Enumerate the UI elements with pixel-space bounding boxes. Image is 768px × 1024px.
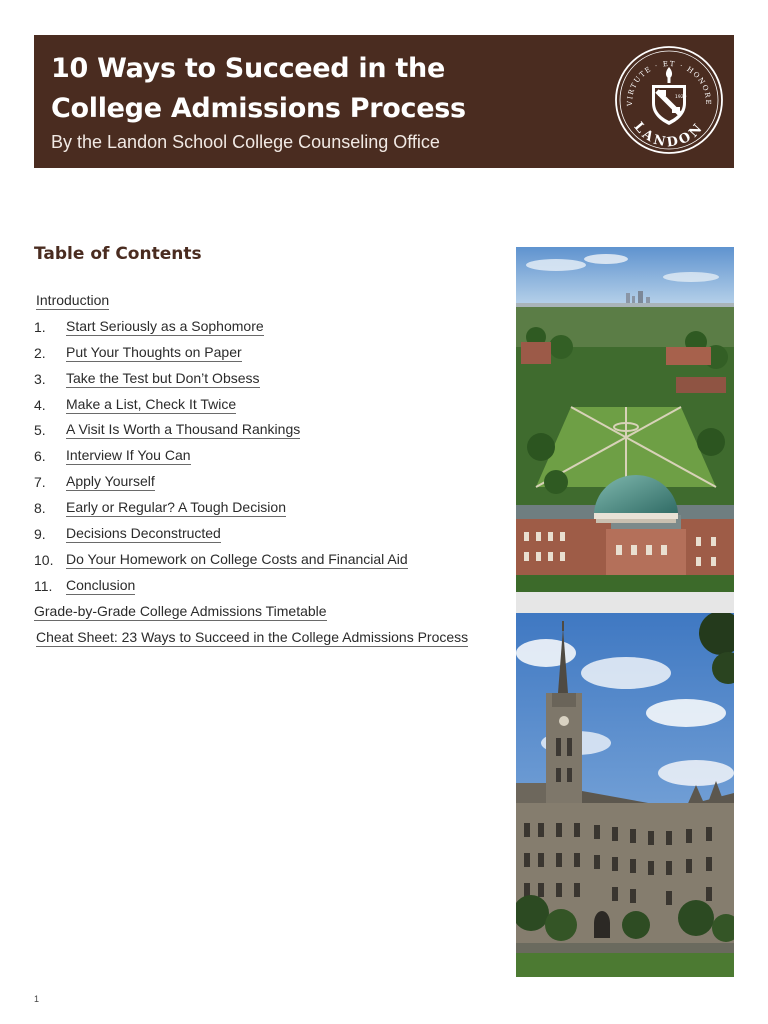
toc-number: 8. [34, 500, 46, 517]
toc-number: 3. [34, 370, 46, 387]
toc-link-cheat-sheet[interactable]: Cheat Sheet: 23 Ways to Succeed in the College Admissions Process [36, 628, 469, 645]
svg-text:VIRTUTE · ET · HONORE: VIRTUTE · ET · HONORE [625, 59, 713, 107]
toc-number: 1. [34, 318, 46, 335]
toc-number: 10. [34, 551, 54, 568]
toc-item-11 [34, 573, 494, 599]
toc-link-conclusion[interactable]: Conclusion [66, 576, 136, 593]
svg-text:1929: 1929 [675, 95, 687, 100]
toc-item-7 [34, 469, 494, 495]
toc-number: 5. [34, 422, 46, 439]
toc-item-cheat-sheet [34, 625, 494, 651]
toc-link-test[interactable]: Take the Test but Don’t Obsess [66, 369, 260, 386]
title-line-1: 10 Ways to Succeed in the [51, 53, 445, 84]
toc-item-5 [34, 417, 494, 443]
toc-link-visit[interactable]: A Visit Is Worth a Thousand Rankings [66, 421, 301, 438]
toc-item-1 [34, 314, 494, 340]
toc-number: 4. [34, 396, 46, 413]
toc-item-3 [34, 366, 494, 392]
toc-item-6 [34, 443, 494, 469]
title-line-2: College Admissions Process [51, 93, 466, 124]
toc-link-introduction[interactable]: Introduction [36, 291, 110, 308]
toc-link-decisions[interactable]: Decisions Deconstructed [66, 524, 221, 541]
gothic-tower-photo [516, 613, 734, 977]
toc-number: 9. [34, 525, 46, 542]
toc-number: 7. [34, 474, 46, 491]
toc-item-8 [34, 495, 494, 521]
toc-item-4 [34, 392, 494, 418]
toc-link-early-regular[interactable]: Early or Regular? A Tough Decision [66, 499, 286, 516]
toc-link-apply[interactable]: Apply Yourself [66, 473, 155, 490]
toc-link-sophomore[interactable]: Start Seriously as a Sophomore [66, 317, 264, 334]
toc-number: 2. [34, 344, 46, 361]
svg-text:LANDON: LANDON [630, 119, 708, 151]
photo-divider [516, 592, 734, 613]
toc-item-9 [34, 521, 494, 547]
toc-link-interview[interactable]: Interview If You Can [66, 447, 191, 464]
toc-link-list[interactable]: Make a List, Check It Twice [66, 395, 237, 412]
toc-heading: Table of Contents [34, 244, 202, 264]
document-title [51, 49, 531, 129]
toc-link-timetable[interactable]: Grade-by-Grade College Admissions Timetable [34, 602, 327, 619]
toc-item-introduction [34, 288, 494, 314]
toc-item-10 [34, 547, 494, 573]
landon-seal-logo [614, 45, 724, 155]
toc-link-thoughts[interactable]: Put Your Thoughts on Paper [66, 343, 242, 360]
page-number: 1 [34, 994, 40, 1004]
table-of-contents [34, 288, 494, 650]
toc-item-2 [34, 340, 494, 366]
title-banner [34, 35, 734, 168]
document-subtitle: By the Landon School College Counseling Office [51, 132, 440, 152]
toc-number: 11. [34, 577, 53, 594]
toc-link-costs[interactable]: Do Your Homework on College Costs and Financial Aid [66, 550, 408, 567]
aerial-campus-photo [516, 247, 734, 592]
toc-item-timetable [34, 599, 494, 625]
toc-number: 6. [34, 448, 46, 465]
